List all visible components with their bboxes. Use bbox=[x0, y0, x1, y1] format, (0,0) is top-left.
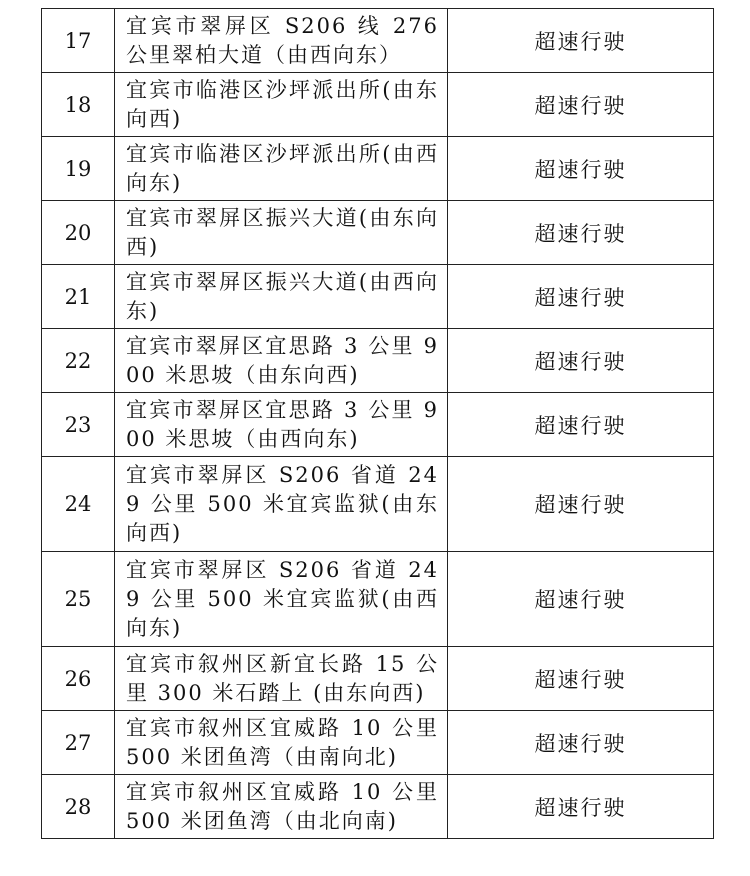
table-row bbox=[42, 201, 714, 265]
row-number: 27 bbox=[42, 711, 115, 775]
violation-cell: 超速行驶 bbox=[448, 775, 714, 839]
violation-cell: 超速行驶 bbox=[448, 552, 714, 647]
location-cell: 宜宾市翠屏区 S206 省道 249 公里 500 米宜宾监狱(由西向东) bbox=[115, 552, 448, 647]
row-number: 20 bbox=[42, 201, 115, 265]
row-number: 17 bbox=[42, 9, 115, 73]
location-cell: 宜宾市叙州区宜威路 10 公里 500 米团鱼湾（由南向北) bbox=[115, 711, 448, 775]
violation-cell: 超速行驶 bbox=[448, 137, 714, 201]
row-number: 22 bbox=[42, 329, 115, 393]
row-number: 24 bbox=[42, 457, 115, 552]
row-number: 23 bbox=[42, 393, 115, 457]
violation-cell: 超速行驶 bbox=[448, 457, 714, 552]
location-cell: 宜宾市翠屏区宜思路 3 公里 900 米思坡（由东向西) bbox=[115, 329, 448, 393]
violation-cell: 超速行驶 bbox=[448, 329, 714, 393]
location-cell: 宜宾市翠屏区振兴大道(由东向西) bbox=[115, 201, 448, 265]
location-cell: 宜宾市叙州区宜威路 10 公里 500 米团鱼湾（由北向南) bbox=[115, 775, 448, 839]
table-row bbox=[42, 393, 714, 457]
violation-cell: 超速行驶 bbox=[448, 201, 714, 265]
row-number: 25 bbox=[42, 552, 115, 647]
violation-cell: 超速行驶 bbox=[448, 711, 714, 775]
table-row bbox=[42, 775, 714, 839]
violation-cell: 超速行驶 bbox=[448, 9, 714, 73]
violation-locations-table bbox=[41, 8, 714, 839]
table-row bbox=[42, 457, 714, 552]
violation-cell: 超速行驶 bbox=[448, 265, 714, 329]
table-row bbox=[42, 9, 714, 73]
location-cell: 宜宾市叙州区新宜长路 15 公里 300 米石踏上 (由东向西) bbox=[115, 647, 448, 711]
table-row bbox=[42, 711, 714, 775]
violation-cell: 超速行驶 bbox=[448, 647, 714, 711]
row-number: 28 bbox=[42, 775, 115, 839]
violation-cell: 超速行驶 bbox=[448, 393, 714, 457]
table-row bbox=[42, 73, 714, 137]
violation-cell: 超速行驶 bbox=[448, 73, 714, 137]
location-cell: 宜宾市临港区沙坪派出所(由东向西) bbox=[115, 73, 448, 137]
table-row bbox=[42, 137, 714, 201]
row-number: 18 bbox=[42, 73, 115, 137]
table-row bbox=[42, 552, 714, 647]
location-cell: 宜宾市翠屏区 S206 线 276 公里翠柏大道（由西向东） bbox=[115, 9, 448, 73]
row-number: 26 bbox=[42, 647, 115, 711]
row-number: 19 bbox=[42, 137, 115, 201]
location-cell: 宜宾市翠屏区 S206 省道 249 公里 500 米宜宾监狱(由东向西) bbox=[115, 457, 448, 552]
location-cell: 宜宾市翠屏区振兴大道(由西向东) bbox=[115, 265, 448, 329]
table-row bbox=[42, 329, 714, 393]
table-row bbox=[42, 647, 714, 711]
row-number: 21 bbox=[42, 265, 115, 329]
table-row bbox=[42, 265, 714, 329]
location-cell: 宜宾市临港区沙坪派出所(由西向东) bbox=[115, 137, 448, 201]
location-cell: 宜宾市翠屏区宜思路 3 公里 900 米思坡（由西向东) bbox=[115, 393, 448, 457]
